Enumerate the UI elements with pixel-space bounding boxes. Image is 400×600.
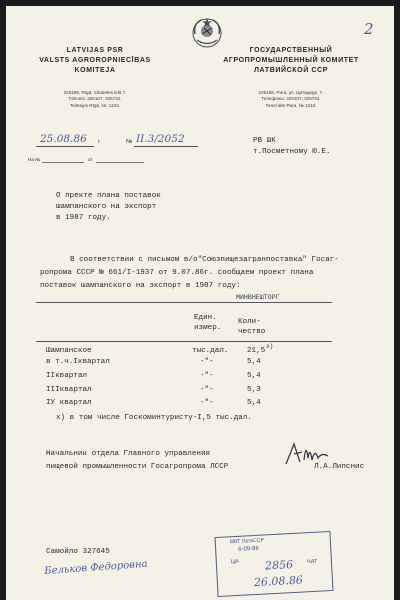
- stamp-line: МВТ ЛатвССР: [229, 537, 265, 546]
- recipient-line: т.Посметному Ю.Е.: [253, 148, 331, 156]
- author-line: Самойло 327645: [46, 548, 110, 556]
- table-header-rule: [36, 341, 332, 342]
- header-left-address: 226168, Rīgā, Citadeles ielā 7.: [63, 90, 127, 95]
- header-left-address: Tālrunis: 325107, 325742.: [68, 96, 122, 102]
- row-footnote-mark: x): [266, 343, 274, 350]
- document-number: II.3/2052: [136, 133, 185, 145]
- header-right: [202, 46, 380, 109]
- handwritten-note: Бельков Федоровна: [44, 558, 148, 577]
- stamp-number: 2856: [264, 558, 294, 573]
- recipient-line: РВ ШК: [253, 137, 276, 145]
- row-unit: -"-: [200, 386, 214, 394]
- stamp-line: ЦА: [230, 558, 239, 566]
- header-left-address: Teletaips Rīgā, Nr. 1243.: [69, 102, 121, 108]
- header-right-address: 226168, Рига, ул. Цитадеде, 7.: [258, 90, 324, 95]
- row-unit: -"-: [200, 358, 214, 366]
- table-stamp-header: МИНВНЕШТОРГ: [236, 294, 280, 301]
- stamp-line: 6-09-86: [238, 545, 260, 553]
- subject-line: О пректе плана поставок: [56, 192, 161, 200]
- date-underline: [36, 146, 94, 147]
- page-number: 2: [364, 20, 374, 38]
- table-footnote: x) в том числе Госкоминтуристу-I,5 тыс.дал.: [56, 414, 252, 422]
- number-underline: [134, 146, 198, 147]
- table-row: [6, 399, 394, 410]
- row-unit: тыс.дал.: [192, 347, 229, 355]
- document-page: [6, 6, 394, 600]
- row-qty: 5,4: [247, 399, 261, 407]
- row-qty: 5,3: [247, 386, 261, 394]
- table-row: [6, 343, 394, 358]
- header-right-address: Телетайп Рига, № 1243.: [265, 102, 317, 108]
- row-name: в т.ч.Iквартал: [46, 358, 110, 366]
- subject-line: в 1987 году.: [56, 214, 111, 222]
- row-name: IIквартал: [46, 372, 88, 380]
- header-left-line: KOMITEJA: [74, 67, 116, 74]
- date-suffix: г.: [98, 139, 101, 145]
- stamp-date: 26.08.86: [253, 573, 304, 590]
- column-header-qty: Коли-: [238, 318, 261, 326]
- row-unit: -"-: [200, 372, 214, 380]
- reply-underline: [42, 162, 84, 163]
- reply-from-underline: [96, 162, 144, 163]
- body-line: ропрома СССР № 661/I-1937 от 9.07.86г. сообщаем проект плана: [40, 269, 314, 277]
- row-name: IIIквартал: [46, 386, 92, 394]
- subject-line: шампанского на экспорт: [56, 203, 157, 211]
- header-left-line: LATVIJAS PSR: [66, 47, 124, 54]
- column-header-unit: измер.: [194, 324, 222, 332]
- row-qty: 21,5: [247, 347, 266, 355]
- header-right-line: ЛАТВИЙСКОЙ ССР: [254, 67, 328, 74]
- header-right-address: Телефоны: 325107, 325742.: [261, 96, 321, 102]
- reply-label: На №: [28, 157, 41, 162]
- header-left: [20, 46, 170, 109]
- column-header-qty: чество: [238, 328, 266, 336]
- signature-line: Начальник отдела Главного управления: [46, 450, 211, 458]
- row-name: Шампанское: [46, 347, 92, 355]
- row-qty: 5,4: [247, 372, 261, 380]
- table-row: [6, 372, 394, 383]
- header-right-line: АГРОПРОМЫШЛЕННЫЙ КОМИТЕТ: [223, 57, 359, 64]
- document-date: 25.08.86: [40, 133, 87, 145]
- signer-name: Л.А.Липснис: [314, 463, 365, 471]
- signature-line: пищевой промышленности Госагропрома ЛССР: [46, 463, 229, 471]
- state-emblem-icon: [189, 14, 225, 50]
- row-unit: -"-: [200, 399, 214, 407]
- table-row: [6, 386, 394, 397]
- stamp-side-label: ЧАТ: [306, 558, 318, 566]
- number-sign: №: [126, 139, 133, 145]
- table-top-rule: [36, 302, 332, 303]
- reply-from-label: от: [88, 157, 93, 162]
- header-left-line: VALSTS AGROROPNIECĪBAS: [39, 57, 151, 64]
- row-qty: 5,4: [247, 358, 261, 366]
- header-right-line: ГОСУДАРСТВЕННЫЙ: [249, 47, 333, 54]
- table-row: [6, 358, 394, 369]
- column-header-unit: Един.: [194, 314, 217, 322]
- registration-stamp: [215, 531, 334, 597]
- row-name: IУ квартал: [46, 399, 92, 407]
- body-line: В соответствии с письмом в/о"Союзпищезагранпоставка" Госаг-: [70, 256, 339, 264]
- body-line: поставок шампанского на экспорт в 1987 году:: [40, 282, 241, 290]
